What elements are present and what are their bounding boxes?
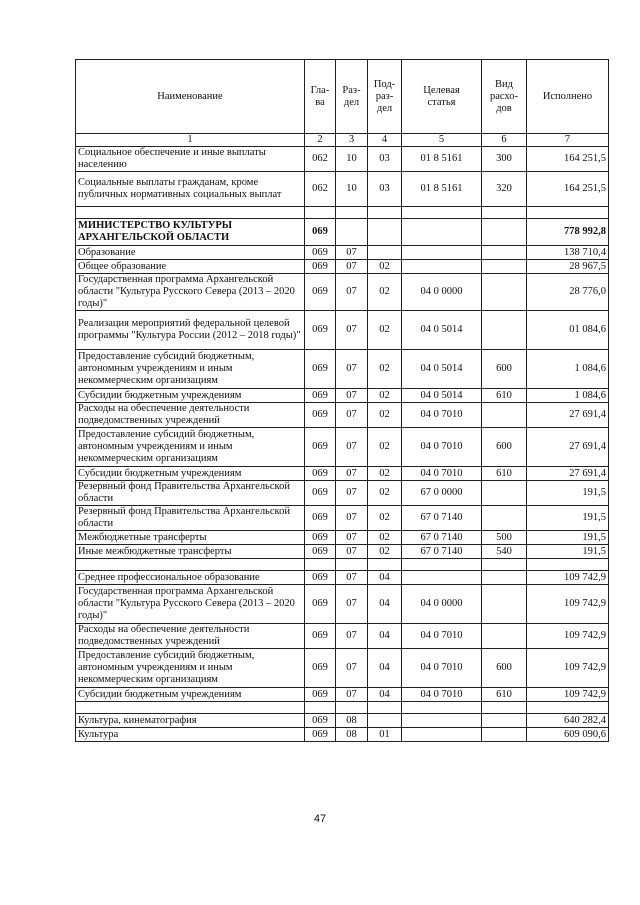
cell-subsection: 04 (368, 649, 402, 688)
cell-name: Межбюджетные трансферты (76, 531, 305, 545)
cell-chapter: 069 (305, 403, 336, 428)
cell-chapter: 069 (305, 688, 336, 702)
cell-expense-type (482, 274, 527, 311)
cell-expense-type: 500 (482, 531, 527, 545)
blank-cell (482, 207, 527, 219)
cell-section: 07 (336, 428, 368, 467)
cell-name: Предоставление субсидий бюджетным, автономным учреждениям и иным некоммерческим организациям (76, 350, 305, 389)
cell-name: Среднее профессиональное образование (76, 571, 305, 585)
blank-cell (76, 207, 305, 219)
cell-expense-type (482, 311, 527, 350)
cell-section: 07 (336, 649, 368, 688)
cell-target-article: 67 0 7140 (402, 506, 482, 531)
cell-expense-type: 610 (482, 688, 527, 702)
cell-expense-type (482, 624, 527, 649)
table-row (76, 260, 609, 274)
cell-subsection (368, 714, 402, 728)
cell-expense-type: 610 (482, 467, 527, 481)
table-row (76, 246, 609, 260)
cell-executed: 109 742,9 (527, 649, 609, 688)
blank-cell (336, 207, 368, 219)
cell-name: Образование (76, 246, 305, 260)
blank-cell (368, 702, 402, 714)
table-row (76, 531, 609, 545)
column-number-chapter: 2 (305, 134, 336, 147)
blank-cell (527, 559, 609, 571)
cell-subsection: 02 (368, 481, 402, 506)
cell-target-article (402, 260, 482, 274)
cell-executed: 1 084,6 (527, 389, 609, 403)
cell-section: 07 (336, 624, 368, 649)
cell-name: МИНИСТЕРСТВО КУЛЬТУРЫ АРХАНГЕЛЬСКОЙ ОБЛАСТИ (76, 219, 305, 246)
cell-name: Субсидии бюджетным учреждениям (76, 688, 305, 702)
cell-expense-type: 600 (482, 350, 527, 389)
cell-expense-type: 600 (482, 428, 527, 467)
blank-cell (76, 702, 305, 714)
table-row (76, 624, 609, 649)
cell-subsection: 02 (368, 311, 402, 350)
cell-section (336, 219, 368, 246)
cell-expense-type (482, 506, 527, 531)
cell-section: 07 (336, 585, 368, 624)
blank-cell (305, 207, 336, 219)
cell-subsection: 02 (368, 531, 402, 545)
cell-subsection: 02 (368, 389, 402, 403)
header-target-article: Целевая статья (402, 60, 482, 134)
blank-cell (336, 702, 368, 714)
cell-expense-type (482, 728, 527, 742)
cell-subsection: 04 (368, 624, 402, 649)
cell-chapter: 069 (305, 219, 336, 246)
cell-name: Реализация мероприятий федеральной целевой программы "Культура России (2012 – 2018 годы)" (76, 311, 305, 350)
cell-subsection: 02 (368, 274, 402, 311)
cell-subsection: 04 (368, 688, 402, 702)
cell-target-article: 67 0 7140 (402, 545, 482, 559)
cell-target-article: 04 0 7010 (402, 624, 482, 649)
cell-expense-type: 540 (482, 545, 527, 559)
cell-name: Государственная программа Архангельской области "Культура Русского Севера (2013 – 2020 годы)" (76, 585, 305, 624)
blank-row (76, 207, 609, 219)
table-row (76, 481, 609, 506)
column-number-name: 1 (76, 134, 305, 147)
table-header-row (76, 60, 609, 134)
table-row (76, 585, 609, 624)
header-chapter: Гла- ва (305, 60, 336, 134)
cell-executed: 27 691,4 (527, 428, 609, 467)
cell-name: Субсидии бюджетным учреждениям (76, 467, 305, 481)
cell-target-article (402, 219, 482, 246)
cell-chapter: 069 (305, 506, 336, 531)
blank-cell (305, 702, 336, 714)
cell-section: 08 (336, 728, 368, 742)
column-number-row (76, 134, 609, 147)
table-row (76, 172, 609, 207)
cell-expense-type (482, 219, 527, 246)
cell-target-article: 04 0 7010 (402, 649, 482, 688)
cell-name: Расходы на обеспечение деятельности подведомственных учреждений (76, 403, 305, 428)
cell-expense-type: 600 (482, 649, 527, 688)
cell-target-article: 67 0 7140 (402, 531, 482, 545)
cell-executed: 27 691,4 (527, 403, 609, 428)
cell-expense-type: 300 (482, 147, 527, 172)
cell-chapter: 069 (305, 311, 336, 350)
table-row (76, 506, 609, 531)
cell-expense-type (482, 246, 527, 260)
cell-target-article: 04 0 0000 (402, 585, 482, 624)
cell-chapter: 069 (305, 649, 336, 688)
blank-row (76, 559, 609, 571)
cell-executed: 28 967,5 (527, 260, 609, 274)
cell-name: Иные межбюджетные трансферты (76, 545, 305, 559)
cell-name: Предоставление субсидий бюджетным, автономным учреждениям и иным некоммерческим организациям (76, 428, 305, 467)
cell-executed: 28 776,0 (527, 274, 609, 311)
blank-cell (482, 559, 527, 571)
cell-section: 07 (336, 571, 368, 585)
cell-expense-type: 610 (482, 389, 527, 403)
blank-cell (368, 559, 402, 571)
table-row (76, 649, 609, 688)
cell-executed: 609 090,6 (527, 728, 609, 742)
cell-target-article: 01 8 5161 (402, 147, 482, 172)
cell-target-article (402, 246, 482, 260)
column-number-subsection: 4 (368, 134, 402, 147)
cell-expense-type (482, 481, 527, 506)
table-row (76, 688, 609, 702)
cell-expense-type (482, 714, 527, 728)
cell-section: 07 (336, 350, 368, 389)
cell-executed: 109 742,9 (527, 688, 609, 702)
table-row (76, 147, 609, 172)
cell-subsection: 02 (368, 260, 402, 274)
cell-chapter: 069 (305, 585, 336, 624)
blank-cell (402, 207, 482, 219)
cell-target-article: 04 0 5014 (402, 350, 482, 389)
cell-chapter: 062 (305, 147, 336, 172)
cell-section: 10 (336, 172, 368, 207)
cell-section: 07 (336, 260, 368, 274)
header-name: Наименование (76, 60, 305, 134)
blank-cell (76, 559, 305, 571)
table-row (76, 467, 609, 481)
cell-name: Субсидии бюджетным учреждениям (76, 389, 305, 403)
header-expense-type: Вид расхо- дов (482, 60, 527, 134)
blank-row (76, 702, 609, 714)
cell-chapter: 069 (305, 467, 336, 481)
cell-chapter: 069 (305, 531, 336, 545)
cell-expense-type (482, 571, 527, 585)
blank-cell (402, 559, 482, 571)
table-row (76, 728, 609, 742)
cell-section: 07 (336, 274, 368, 311)
cell-subsection: 02 (368, 403, 402, 428)
cell-section: 07 (336, 481, 368, 506)
cell-subsection: 02 (368, 506, 402, 531)
blank-cell (305, 559, 336, 571)
cell-section: 07 (336, 246, 368, 260)
cell-section: 08 (336, 714, 368, 728)
cell-name: Расходы на обеспечение деятельности подведомственных учреждений (76, 624, 305, 649)
header-section: Раз- дел (336, 60, 368, 134)
table-row (76, 714, 609, 728)
cell-target-article: 04 0 7010 (402, 428, 482, 467)
cell-executed: 1 084,6 (527, 350, 609, 389)
cell-chapter: 069 (305, 714, 336, 728)
cell-subsection (368, 246, 402, 260)
cell-chapter: 069 (305, 624, 336, 649)
cell-section: 10 (336, 147, 368, 172)
cell-target-article: 04 0 5014 (402, 389, 482, 403)
cell-chapter: 069 (305, 246, 336, 260)
cell-section: 07 (336, 688, 368, 702)
cell-chapter: 069 (305, 274, 336, 311)
cell-target-article: 67 0 0000 (402, 481, 482, 506)
blank-cell (527, 702, 609, 714)
cell-subsection: 03 (368, 147, 402, 172)
cell-executed: 191,5 (527, 506, 609, 531)
blank-cell (527, 207, 609, 219)
blank-cell (336, 559, 368, 571)
cell-executed: 109 742,9 (527, 624, 609, 649)
cell-executed: 778 992,8 (527, 219, 609, 246)
cell-executed: 191,5 (527, 481, 609, 506)
cell-name: Социальное обеспечение и иные выплаты населению (76, 147, 305, 172)
cell-expense-type (482, 585, 527, 624)
cell-chapter: 062 (305, 172, 336, 207)
cell-name: Культура (76, 728, 305, 742)
cell-target-article: 04 0 7010 (402, 688, 482, 702)
cell-subsection: 02 (368, 545, 402, 559)
cell-chapter: 069 (305, 350, 336, 389)
blank-cell (368, 207, 402, 219)
cell-chapter: 069 (305, 545, 336, 559)
blank-cell (482, 702, 527, 714)
cell-chapter: 069 (305, 260, 336, 274)
cell-subsection (368, 219, 402, 246)
cell-subsection: 02 (368, 428, 402, 467)
cell-section: 07 (336, 506, 368, 531)
cell-section: 07 (336, 403, 368, 428)
header-subsection: Под- раз- дел (368, 60, 402, 134)
cell-executed: 138 710,4 (527, 246, 609, 260)
cell-chapter: 069 (305, 728, 336, 742)
cell-name: Резервный фонд Правительства Архангельской области (76, 506, 305, 531)
cell-subsection: 02 (368, 350, 402, 389)
cell-subsection: 01 (368, 728, 402, 742)
cell-executed: 191,5 (527, 545, 609, 559)
cell-subsection: 02 (368, 467, 402, 481)
cell-name: Социальные выплаты гражданам, кроме публичных нормативных социальных выплат (76, 172, 305, 207)
cell-executed: 109 742,9 (527, 585, 609, 624)
table-row (76, 571, 609, 585)
cell-executed: 109 742,9 (527, 571, 609, 585)
cell-name: Резервный фонд Правительства Архангельской области (76, 481, 305, 506)
cell-subsection: 03 (368, 172, 402, 207)
table-row (76, 219, 609, 246)
cell-name: Культура, кинематография (76, 714, 305, 728)
table-row (76, 389, 609, 403)
cell-chapter: 069 (305, 428, 336, 467)
cell-expense-type: 320 (482, 172, 527, 207)
cell-subsection: 04 (368, 571, 402, 585)
cell-target-article: 04 0 7010 (402, 403, 482, 428)
cell-target-article (402, 571, 482, 585)
table-row (76, 274, 609, 311)
cell-name: Предоставление субсидий бюджетным, автономным учреждениям и иным некоммерческим организациям (76, 649, 305, 688)
header-executed: Исполнено (527, 60, 609, 134)
cell-section: 07 (336, 467, 368, 481)
cell-target-article: 04 0 0000 (402, 274, 482, 311)
cell-target-article (402, 728, 482, 742)
budget-table (75, 59, 609, 742)
column-number-executed: 7 (527, 134, 609, 147)
cell-executed: 01 084,6 (527, 311, 609, 350)
table-row (76, 545, 609, 559)
cell-executed: 640 282,4 (527, 714, 609, 728)
cell-executed: 191,5 (527, 531, 609, 545)
cell-section: 07 (336, 531, 368, 545)
cell-target-article (402, 714, 482, 728)
cell-expense-type (482, 403, 527, 428)
cell-target-article: 04 0 5014 (402, 311, 482, 350)
column-number-expense-type: 6 (482, 134, 527, 147)
table-row (76, 428, 609, 467)
cell-section: 07 (336, 311, 368, 350)
blank-cell (402, 702, 482, 714)
cell-name: Государственная программа Архангельской области "Культура Русского Севера (2013 – 2020 годы)" (76, 274, 305, 311)
cell-subsection: 04 (368, 585, 402, 624)
cell-section: 07 (336, 389, 368, 403)
cell-executed: 27 691,4 (527, 467, 609, 481)
cell-chapter: 069 (305, 571, 336, 585)
table-body (76, 147, 609, 742)
table-row (76, 350, 609, 389)
page-number: 47 (313, 813, 327, 825)
column-number-section: 3 (336, 134, 368, 147)
cell-expense-type (482, 260, 527, 274)
cell-section: 07 (336, 545, 368, 559)
cell-target-article: 01 8 5161 (402, 172, 482, 207)
table-row (76, 311, 609, 350)
cell-chapter: 069 (305, 389, 336, 403)
cell-target-article: 04 0 7010 (402, 467, 482, 481)
cell-chapter: 069 (305, 481, 336, 506)
cell-executed: 164 251,5 (527, 147, 609, 172)
column-number-target-article: 5 (402, 134, 482, 147)
cell-executed: 164 251,5 (527, 172, 609, 207)
cell-name: Общее образование (76, 260, 305, 274)
table-row (76, 403, 609, 428)
